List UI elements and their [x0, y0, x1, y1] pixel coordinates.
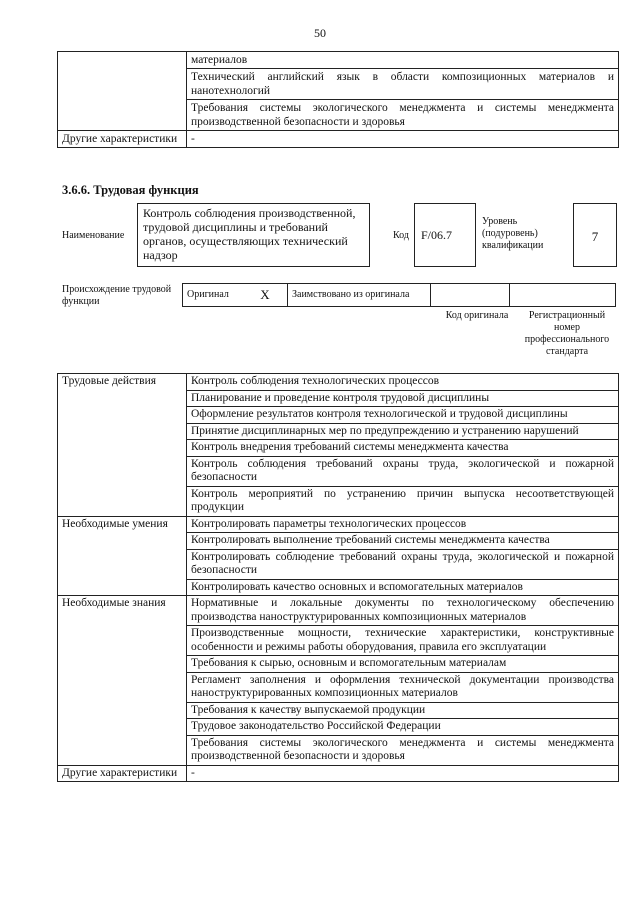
table-cell: Контролировать параметры технологических процессов	[187, 516, 619, 533]
borrowed-label: Заимствовано из оригинала	[288, 284, 431, 307]
other-characteristics-label: Другие характеристики	[58, 765, 187, 782]
origin-reg-cell	[510, 284, 616, 307]
table-cell: Контроль соблюдения технологических процессов	[187, 374, 619, 391]
table-cell: Требования к сырью, основным и вспомогательным материалам	[187, 656, 619, 673]
level-label: Уровень (подуровень) квалификации	[482, 216, 544, 251]
empty-label-cell	[58, 52, 187, 131]
table-cell: Требования к качеству выпускаемой продукции	[187, 702, 619, 719]
table-cell: Контроль внедрения требований системы менеджмента качества	[187, 440, 619, 457]
table-cell: Принятие дисциплинарных мер по предупреждению и устранению нарушений	[187, 423, 619, 440]
table-cell: материалов	[187, 52, 619, 69]
table-cell: Контролировать соблюдение требований охраны труда, экологической и пожарной безопасности	[187, 549, 619, 579]
table-row	[58, 52, 619, 69]
table-cell: Технический английский язык в области композиционных материалов и нанотехнологий	[187, 69, 619, 100]
table-cell: Планирование и проведение контроля трудовой дисциплины	[187, 390, 619, 407]
origin-code-note: Код оригинала	[445, 310, 509, 321]
table-cell: Нормативные и локальные документы по технологическому обеспечению производства наноструктурированных композиционных материалов	[187, 596, 619, 626]
table-cell: Требования системы экологического менеджмента и системы менеджмента производственной безопасности и здоровья	[187, 735, 619, 765]
table-cell: Требования системы экологического менеджмента и системы менеджмента производственной безопасности и здоровья	[187, 100, 619, 131]
table-cell: Регламент заполнения и оформления технической документации производства наноструктурированных композиционных материалов	[187, 672, 619, 702]
table-cell: Оформление результатов контроля технологической и трудовой дисциплины	[187, 407, 619, 424]
table-cell: Контролировать выполнение требований системы менеджмента качества	[187, 533, 619, 550]
origin-code-cell	[431, 284, 510, 307]
naming-label: Наименование	[62, 230, 125, 241]
table-row	[58, 131, 619, 148]
original-mark: X	[243, 284, 288, 307]
labor-actions-label: Трудовые действия	[58, 374, 187, 517]
table-cell: Трудовое законодательство Российской Федерации	[187, 719, 619, 736]
table-row	[58, 516, 619, 533]
knowledge-label: Необходимые знания	[58, 596, 187, 766]
other-characteristics-value: -	[187, 765, 619, 782]
original-label: Оригинал	[183, 284, 244, 307]
code-label: Код	[393, 230, 409, 241]
section-title: 3.6.6. Трудовая функция	[62, 183, 199, 197]
table-cell: Контроль мероприятий по устранению причин выпуска несоответствующей продукции	[187, 486, 619, 516]
table-row	[58, 765, 619, 782]
main-table	[57, 373, 619, 782]
table-row	[183, 284, 616, 307]
other-characteristics-label: Другие характеристики	[58, 131, 187, 148]
page-number: 50	[314, 26, 326, 40]
table-cell: Контроль соблюдения требований охраны труда, экологической и пожарной безопасности	[187, 456, 619, 486]
origin-reg-note: Регистрационный номер профессионального стандарта	[524, 310, 610, 357]
code-value-box: F/06.7	[414, 203, 476, 267]
skills-label: Необходимые умения	[58, 516, 187, 596]
origin-label: Происхождение трудовой функции	[62, 284, 172, 307]
table-cell: Контролировать качество основных и вспомогательных материалов	[187, 579, 619, 596]
table-row	[58, 596, 619, 626]
table-row	[58, 374, 619, 391]
other-characteristics-value: -	[187, 131, 619, 148]
function-name-box: Контроль соблюдения производственной, трудовой дисциплины и требований органов, осуществляющих технический надзор	[137, 203, 370, 267]
level-value-box: 7	[573, 203, 617, 267]
continuation-table	[57, 51, 619, 148]
origin-table	[182, 283, 616, 307]
table-cell: Производственные мощности, технические характеристики, конструктивные особенности и режимы работы оборудования, правила его эксплуатации	[187, 626, 619, 656]
